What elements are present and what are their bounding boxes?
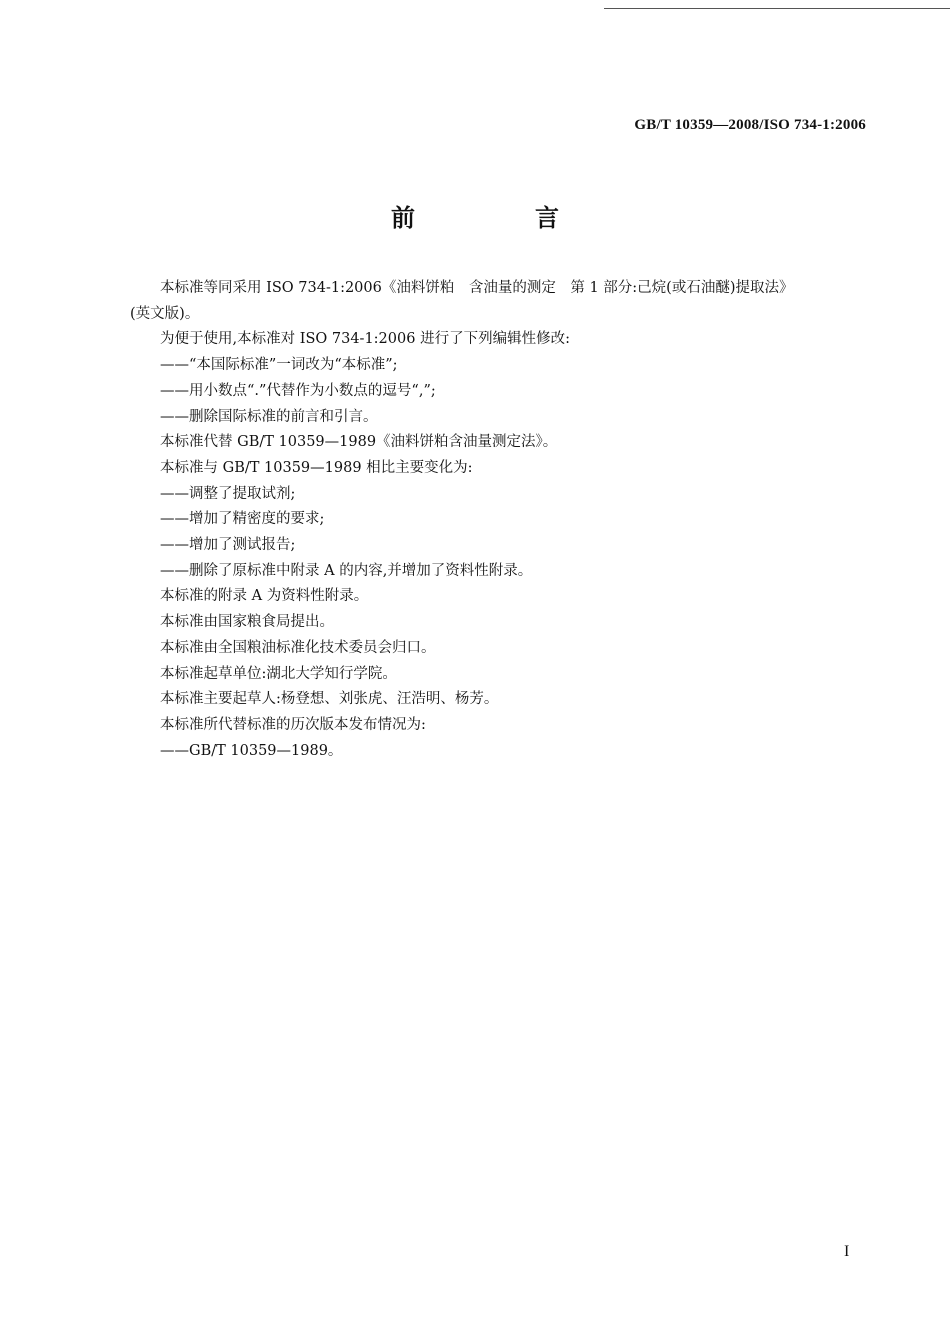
list-item: ——“本国际标准”一词改为“本标准”; <box>160 357 398 374</box>
paragraph-drafting-unit: 本标准起草单位:湖北大学知行学院。 <box>160 665 397 682</box>
standard-code: GB/T 10359—2008/ISO 734-1:2006 <box>634 117 866 133</box>
list-item: ——删除国际标准的前言和引言。 <box>160 408 378 425</box>
paragraph-drafters: 本标准主要起草人:杨登想、刘张虎、汪浩明、杨芳。 <box>160 691 499 708</box>
paragraph-editorial-changes: 为便于使用,本标准对 ISO 734-1:2006 进行了下列编辑性修改: <box>160 331 570 348</box>
list-item: ——用小数点“.”代替作为小数点的逗号“,”; <box>160 382 436 399</box>
paragraph-main-changes: 本标准与 GB/T 10359—1989 相比主要变化为: <box>160 459 473 476</box>
page-title: 前 言 <box>391 204 607 232</box>
preface-body <box>130 276 870 764</box>
list-item: ——删除了原标准中附录 A 的内容,并增加了资料性附录。 <box>160 562 533 579</box>
paragraph-proposer: 本标准由国家粮食局提出。 <box>160 614 334 631</box>
paragraph-committee: 本标准由全国粮油标准化技术委员会归口。 <box>160 639 436 656</box>
paragraph-annex: 本标准的附录 A 为资料性附录。 <box>160 588 369 605</box>
paragraph-replaces: 本标准代替 GB/T 10359—1989《油料饼粕含油量测定法》。 <box>160 434 558 451</box>
list-item: ——增加了精密度的要求; <box>160 511 325 528</box>
paragraph-adoption: 本标准等同采用 ISO 734-1:2006《油料饼粕 含油量的测定 第 1 部分:己烷(或石油醚)提取法》 <box>160 280 794 296</box>
paragraph-history: 本标准所代替标准的历次版本发布情况为: <box>160 716 426 733</box>
list-item: ——GB/T 10359—1989。 <box>160 742 343 759</box>
top-rule <box>604 8 950 9</box>
list-item: ——调整了提取试剂; <box>160 485 296 502</box>
paragraph-adoption-continued: (英文版)。 <box>130 305 200 322</box>
page-number: I <box>844 1243 850 1260</box>
list-item: ——增加了测试报告; <box>160 537 296 554</box>
